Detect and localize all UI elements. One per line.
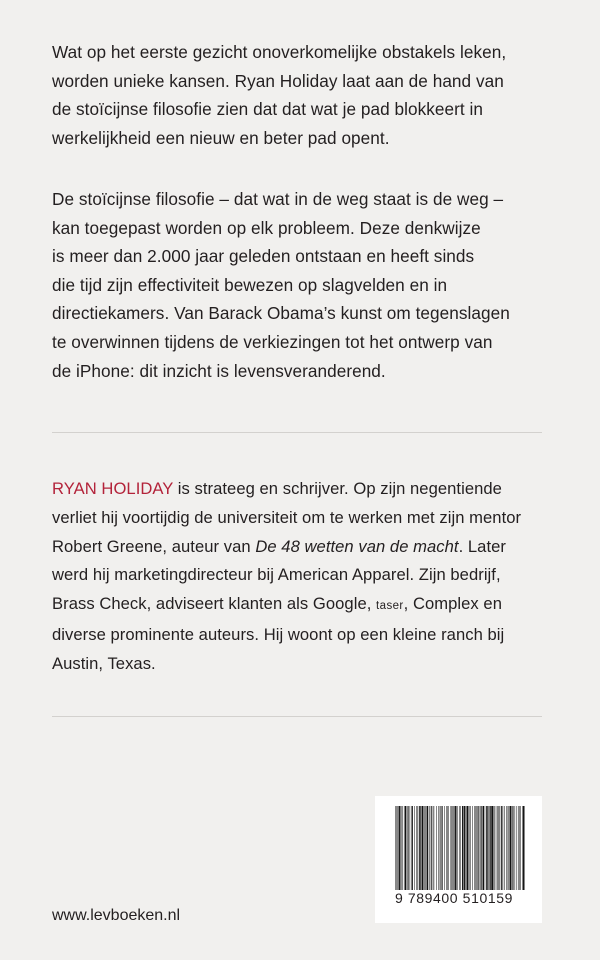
barcode-bar xyxy=(444,806,445,890)
barcode-bar xyxy=(509,806,510,890)
author-name: RYAN HOLIDAY xyxy=(52,479,174,498)
bio-line: verliet hij voortijdig de universiteit om te werken met zijn mentor xyxy=(52,507,522,527)
bio-line: diverse prominente auteurs. Hij woont op een kleine ranch bij xyxy=(52,624,505,644)
isbn-number: 9 789400 510159 xyxy=(395,890,513,906)
barcode-bar xyxy=(453,806,454,890)
barcode-bar xyxy=(400,806,401,890)
barcode-bar xyxy=(466,806,468,890)
barcode-bar xyxy=(525,806,526,890)
bio-text: is strateeg en schrijver. Op zijn negentiende xyxy=(173,479,502,498)
barcode-bar xyxy=(441,806,442,890)
barcode-bar xyxy=(398,806,399,890)
barcode-bar xyxy=(472,806,473,890)
taser-brand: taser xyxy=(376,600,404,613)
bio-text: , Complex en xyxy=(403,594,502,614)
barcode-bar xyxy=(510,806,511,890)
barcode-bar xyxy=(517,806,518,890)
barcode-bar xyxy=(436,806,437,890)
barcode-bar xyxy=(483,806,484,890)
book-title: De 48 wetten van de macht xyxy=(255,536,459,556)
barcode-bar xyxy=(481,806,482,890)
bio-line xyxy=(52,475,562,504)
barcode-bar xyxy=(414,806,415,890)
barcode-bar xyxy=(475,806,476,890)
paragraph-line: Wat op het eerste gezicht onoverkomelijke obstakels leken, xyxy=(52,42,507,62)
barcode-bar xyxy=(497,806,498,890)
barcode-bar xyxy=(506,806,507,890)
barcode-bar xyxy=(455,806,456,890)
barcode-bar xyxy=(454,806,455,890)
barcode-bar xyxy=(508,806,509,890)
barcode-bar xyxy=(429,806,430,890)
barcode-bar xyxy=(460,806,461,890)
barcode-bar xyxy=(489,806,490,890)
paragraph-line: is meer dan 2.000 jaar geleden ontstaan en heeft sinds xyxy=(52,246,475,267)
barcode-bar xyxy=(522,806,523,890)
barcode-bar xyxy=(500,806,501,890)
bio-text: . Later xyxy=(458,536,506,556)
barcode-bar xyxy=(462,806,463,890)
author-bio xyxy=(52,475,562,679)
divider-bottom xyxy=(52,716,542,717)
barcode-bar xyxy=(491,806,493,890)
barcode-bar xyxy=(498,806,499,890)
barcode-bar xyxy=(426,806,427,890)
barcode-bar xyxy=(523,806,524,890)
barcode-bar xyxy=(515,806,516,890)
paragraph-line: de iPhone: dit inzicht is levensveranderend. xyxy=(52,360,386,381)
barcode-bar xyxy=(499,806,500,890)
barcode-bar xyxy=(487,806,488,890)
barcode-bar xyxy=(518,806,519,890)
barcode-bar xyxy=(476,806,477,890)
barcode-bar xyxy=(396,806,397,890)
barcode-bar xyxy=(405,806,406,890)
barcode-bar xyxy=(404,806,405,890)
paragraph-line: die tijd zijn effectiviteit bewezen op slagvelden en in xyxy=(52,274,448,295)
barcode-bar xyxy=(458,806,459,890)
barcode-bar xyxy=(520,806,521,890)
barcode-bar xyxy=(474,806,475,890)
bio-line: Austin, Texas. xyxy=(52,653,156,673)
paragraph-line: De stoïcijnse filosofie – dat wat in de weg staat is de weg – xyxy=(52,189,504,209)
barcode-bar xyxy=(451,806,452,890)
barcode-bar xyxy=(501,806,502,890)
barcode-bar xyxy=(407,806,408,890)
isbn-barcode xyxy=(375,796,542,923)
barcode-bar xyxy=(440,806,441,890)
barcode-bar xyxy=(402,806,403,890)
barcode-bar xyxy=(465,806,466,890)
barcode-bar xyxy=(504,806,505,890)
barcode-bar xyxy=(420,806,421,890)
barcode-bar xyxy=(469,806,470,890)
barcode-bar xyxy=(412,806,413,890)
barcode-bar xyxy=(411,806,412,890)
barcode-bar xyxy=(433,806,434,890)
paragraph-line: werkelijkheid een nieuw en beter pad opent. xyxy=(52,127,390,148)
barcode-bar xyxy=(495,806,496,890)
barcode-bar xyxy=(490,806,491,890)
barcode-bar xyxy=(434,806,435,890)
barcode-bar xyxy=(512,806,513,890)
barcode-bar xyxy=(448,806,449,890)
paragraph-line: de stoïcijnse filosofie zien dat dat wat je pad blokkeert in xyxy=(52,99,484,120)
barcode-bar xyxy=(438,806,439,890)
barcode-bar xyxy=(408,806,409,890)
paragraph-line: kan toegepast worden op elk probleem. Deze denkwijze xyxy=(52,217,481,238)
paragraph-line: worden unieke kansen. Ryan Holiday laat aan de hand van xyxy=(52,70,504,91)
barcode-bar xyxy=(416,806,417,890)
barcode-bar xyxy=(459,806,460,890)
barcode-bar xyxy=(425,806,426,890)
barcode-bar xyxy=(397,806,398,890)
barcode-bar xyxy=(419,806,420,890)
barcode-bar xyxy=(486,806,487,890)
barcode-bar xyxy=(395,806,396,890)
barcode-bar xyxy=(424,806,425,890)
barcode-bar xyxy=(470,806,471,890)
barcode-bar xyxy=(427,806,428,890)
paragraph-line: te overwinnen tijdens de verkiezingen tot het ontwerp van xyxy=(52,331,493,352)
bio-line xyxy=(52,590,562,621)
barcode-bar xyxy=(442,806,443,890)
bio-line xyxy=(52,533,562,562)
barcode-bar xyxy=(519,806,520,890)
bio-line: werd hij marketingdirecteur bij American Apparel. Zijn bedrijf, xyxy=(52,565,501,585)
barcode-bars xyxy=(395,806,525,890)
description-paragraph-1 xyxy=(52,38,562,152)
barcode-bar xyxy=(513,806,514,890)
barcode-bar xyxy=(452,806,453,890)
barcode-bar xyxy=(480,806,481,890)
barcode-bar xyxy=(417,806,418,890)
bio-text: Robert Greene, auteur van xyxy=(52,536,256,556)
barcode-bar xyxy=(463,806,464,890)
barcode-bar xyxy=(446,806,447,890)
barcode-bar xyxy=(503,806,504,890)
divider-top xyxy=(52,432,542,433)
barcode-bar xyxy=(478,806,479,890)
barcode-bar xyxy=(477,806,478,890)
barcode-bar xyxy=(422,806,423,890)
bio-text: Brass Check, adviseert klanten als Google, xyxy=(52,594,377,614)
barcode-bar xyxy=(494,806,495,890)
publisher-website: www.levboeken.nl xyxy=(52,907,181,924)
barcode-bar xyxy=(431,806,432,890)
description-paragraph-2 xyxy=(52,185,562,385)
barcode-bar xyxy=(447,806,448,890)
paragraph-line: directiekamers. Van Barack Obama’s kunst om tegenslagen xyxy=(52,303,510,324)
